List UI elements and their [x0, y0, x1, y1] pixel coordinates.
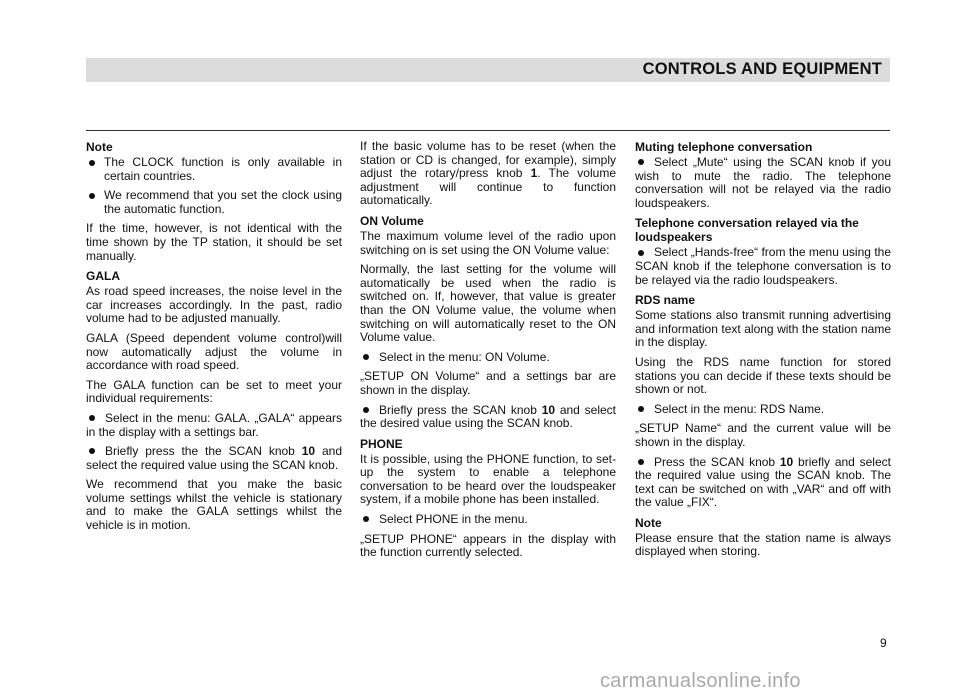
- heading: [635, 293, 891, 307]
- bullet-item: [86, 189, 342, 216]
- heading: [360, 214, 616, 228]
- text-run: Note: [635, 515, 662, 530]
- heading: [635, 140, 891, 154]
- bullet-item: [635, 156, 891, 210]
- section-title: CONTROLS AND EQUIPMENT: [642, 60, 882, 78]
- text-run: PHONE: [360, 436, 403, 451]
- text-run: . The volume adjustment will continue to function automatically.: [360, 166, 616, 208]
- text-run: briefly and select the required value using the SCAN knob. The text can be switched on with „VAR“ and off with the value „FIX“.: [635, 454, 891, 510]
- text-run: Note: [86, 140, 113, 154]
- bullet-icon: [638, 406, 644, 412]
- text-run: If the basic volume has to be reset (when the station or CD is changed, for example), simply adjust the rotary/press knob: [360, 139, 616, 181]
- bullet-item: [86, 412, 342, 439]
- text-run: We recommend that you make the basic volume settings whilst the vehicle is stationary and to make the GALA settings whilst the vehicle is in motion.: [86, 477, 342, 533]
- text-run: As road speed increases, the noise level in the car increases accordingly. In the past, radio volume had to be adjusted manually.: [86, 284, 342, 326]
- paragraph: [360, 230, 616, 257]
- column-2: [360, 140, 616, 566]
- text-run: „SETUP ON Volume“ and a settings bar are shown in the display.: [360, 369, 616, 397]
- heading: [86, 269, 342, 283]
- text-run: Some stations also transmit running advertising and information text along with the station name in the display.: [635, 308, 891, 350]
- text-run: We recommend that you set the clock using the automatic function.: [104, 188, 342, 216]
- bullet-icon: [89, 415, 95, 421]
- bullet-icon: [89, 160, 95, 166]
- bold-reference: 10: [541, 402, 556, 417]
- text-run: The GALA function can be set to meet your individual requirements:: [86, 377, 342, 406]
- watermark-text: carmanualsonline.info: [600, 670, 801, 692]
- column-1: [86, 140, 342, 539]
- bullet-icon: [638, 459, 644, 465]
- text-run: Muting telephone conversation: [635, 140, 813, 154]
- text-run: Normally, the last setting for the volume will automatically be used when the radio is switched on. If, however, that value is greater than the ON Volume value, the volume when switching on will automatically reset to the ON Volume value.: [360, 262, 616, 345]
- bullet-icon: [89, 448, 95, 454]
- page-number: 9: [880, 636, 887, 650]
- text-run: RDS name: [635, 293, 696, 308]
- header-rule: [86, 130, 890, 131]
- paragraph: [360, 533, 616, 560]
- text-run: If the time, however, is not identical with the time shown by the TP station, it should be set manually.: [86, 221, 342, 263]
- text-run: Select „Hands-free“ from the menu using the SCAN knob if the telephone conversation is to be relayed via the radio loudspeakers.: [635, 245, 891, 287]
- bullet-item: [635, 246, 891, 287]
- heading: [635, 216, 891, 244]
- paragraph: [635, 309, 891, 350]
- paragraph: [635, 356, 891, 397]
- text-run: It is possible, using the PHONE function, to set-up the system to enable a telephone conversation to be heard over the loudspeaker system, if a mobile phone has been installed.: [360, 451, 616, 507]
- text-run: and select the desired value using the SCAN knob.: [360, 402, 616, 431]
- paragraph: [86, 478, 342, 532]
- text-run: and select the required value using the SCAN knob.: [86, 444, 343, 472]
- paragraph: [86, 222, 342, 263]
- text-run: Briefly press the SCAN knob: [379, 402, 542, 417]
- heading: [360, 437, 616, 451]
- text-run: Select in the menu: GALA. „GALA“ appears in the display with a settings bar.: [86, 410, 342, 439]
- bold-reference: 1: [530, 166, 538, 181]
- paragraph: [360, 370, 616, 397]
- text-run: Please ensure that the station name is always displayed when storing.: [635, 530, 891, 559]
- bullet-icon: [363, 354, 369, 360]
- text-run: „SETUP Name“ and the current value will be shown in the display.: [635, 421, 891, 449]
- text-run: GALA (Speed dependent volume control)will now automatically adjust the volume in accordance with road speed.: [86, 330, 342, 373]
- section-header: [86, 58, 890, 82]
- bullet-item: [360, 351, 616, 365]
- paragraph: [635, 532, 891, 559]
- paragraph: [360, 453, 616, 507]
- bold-reference: 10: [301, 444, 316, 459]
- heading: [635, 516, 891, 530]
- paragraph: [360, 140, 616, 208]
- text-run: Select PHONE in the menu.: [379, 512, 528, 527]
- bullet-item: [635, 403, 891, 417]
- text-run: Briefly press the the SCAN knob: [105, 444, 302, 459]
- bullet-icon: [638, 159, 644, 165]
- text-run: Select „Mute“ using the SCAN knob if you wish to mute the radio. The telephone conversation will not be relayed via the radio loudspeakers.: [635, 155, 891, 210]
- bullet-item: [360, 404, 616, 431]
- paragraph: [360, 263, 616, 345]
- paragraph: [86, 332, 342, 373]
- bullet-icon: [363, 516, 369, 522]
- text-run: The CLOCK function is only available in certain countries.: [104, 155, 342, 183]
- text-run: The maximum volume level of the radio upon switching on is set using the ON Volume value:: [360, 228, 616, 257]
- bullet-icon: [89, 193, 95, 199]
- bullet-icon: [638, 250, 644, 256]
- bullet-item: [360, 513, 616, 527]
- paragraph: [635, 422, 891, 449]
- paragraph: [86, 285, 342, 326]
- text-run: Select in the menu: RDS Name.: [654, 401, 825, 416]
- bullet-item: [86, 445, 342, 472]
- bold-reference: 10: [779, 454, 794, 469]
- text-run: Telephone conversation relayed via the loudspeakers: [635, 216, 859, 245]
- text-run: Using the RDS name function for stored stations you can decide if these texts should be shown or not.: [635, 354, 891, 397]
- column-3: [635, 140, 891, 565]
- text-run: Press the SCAN knob: [654, 454, 780, 469]
- bullet-icon: [363, 407, 369, 413]
- paragraph: [86, 379, 342, 406]
- bullet-item: [86, 156, 342, 183]
- text-run: GALA: [86, 269, 120, 284]
- text-run: Select in the menu: ON Volume.: [379, 349, 550, 364]
- text-run: ON Volume: [360, 213, 424, 228]
- heading: [86, 140, 342, 154]
- bullet-item: [635, 456, 891, 510]
- text-run: „SETUP PHONE“ appears in the display with the function currently selected.: [360, 531, 616, 560]
